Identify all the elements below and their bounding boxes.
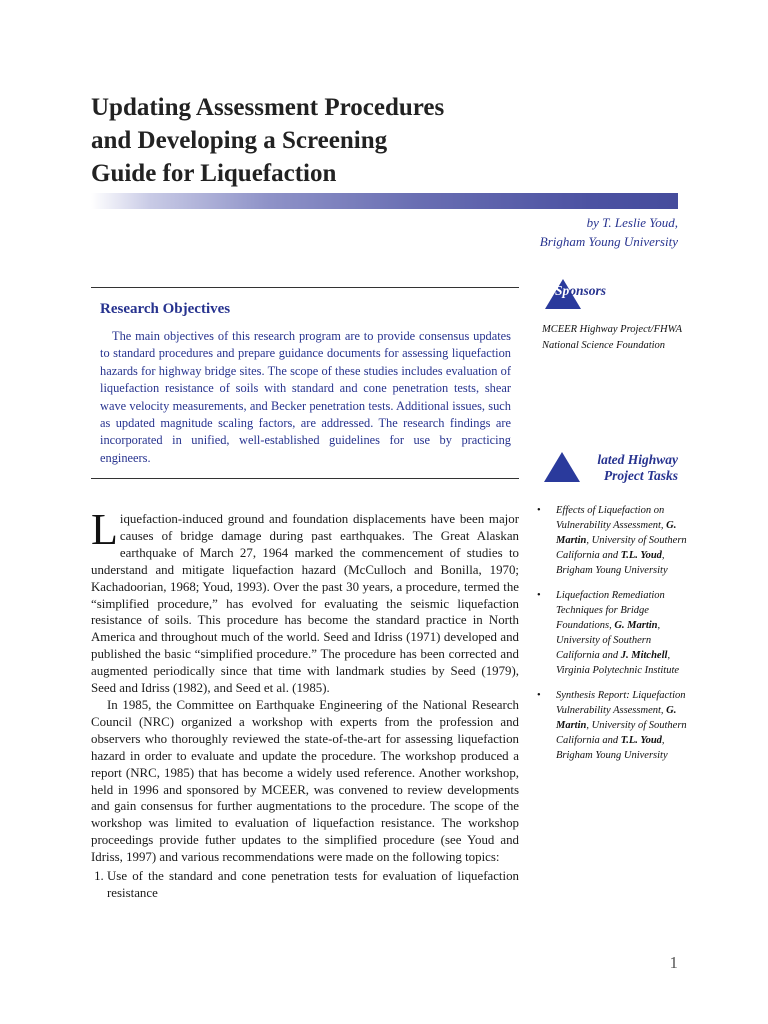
sponsors-heading (545, 283, 607, 299)
page-title (91, 91, 591, 190)
body-text (91, 505, 519, 902)
related-task-item: • Effects of Liquefaction on Vulnerability Assessment, G. Martin, University of Southern California and T.L. Youd, Brigham Young University (537, 503, 687, 578)
author-affiliation: Brigham Young University (539, 234, 678, 249)
related-heading-rest: lated Highway (597, 452, 678, 467)
sponsor-line: National Science Foundation (542, 340, 666, 351)
drop-cap: L (91, 505, 118, 554)
sponsors-heading-prefix: Sp (555, 283, 570, 298)
byline (540, 213, 678, 251)
title-line: Guide for Liquefaction (91, 160, 337, 187)
topic-list-item: 1. Use of the standard and cone penetration tests for evaluation of liquefaction resistance (107, 868, 519, 902)
author-name: by T. Leslie Youd, (586, 215, 678, 230)
topic-list (91, 868, 519, 902)
body-paragraph (91, 505, 519, 697)
related-task-item: • Liquefaction Remediation Techniques for Bridge Foundations, G. Martin, University of Southern California and J. Mitchell, Virginia Polytechnic Institute (537, 588, 687, 678)
title-line: and Developing a Screening (91, 127, 388, 154)
objectives-heading: Research Objectives (100, 301, 231, 317)
triangle-icon (544, 452, 580, 482)
title-gradient-bar (91, 193, 678, 209)
divider-middle (91, 478, 519, 479)
related-heading-prefix: Re (582, 452, 598, 467)
sponsors-list (542, 322, 692, 354)
body-paragraph: In 1985, the Committee on Earthquake Engineering of the National Research Council (NRC) organized a workshop with experts from the profession and observers who thoroughly reviewed the state-of-the-art for assessing liquefaction hazard in order to evaluate and update the procedure. The workshop produced a report (NRC, 1985) that has become a widely used reference. Another workshop, held in 1996 and sponsored by MCEER, was convened to review developments and gain consensus for further augmentations to the procedure. The scope of the workshop was limited to evaluation of liquefaction resistance. The workshop proceedings provide futher updates to the simplified procedure (see Youd and Idriss, 1997) and various recommendations were made on the following topics: (91, 697, 519, 865)
related-task-item: • Synthesis Report: Liquefaction Vulnerability Assessment, G. Martin, University of Southern California and T.L. Youd, Brigham Young University (537, 688, 687, 763)
sponsors-heading-rest: onsors (569, 283, 607, 298)
objectives-text: The main objectives of this research program are to provide consensus updates to standard procedures and prepare guidance documents for assessing liquefaction hazards for highway bridge sites. The scope of these studies includes evaluation of liquefaction resistance of soils with standard and cone penetration tests, shear wave velocity measurements, and Becker penetration tests. Additional issues, such as updated magnitude scaling factors, are addressed. The research findings are incorporated in unified, well-established guidelines for use by practicing engineers. (100, 329, 511, 465)
related-tasks-heading (544, 452, 678, 484)
related-heading-line2: Project Tasks (603, 468, 678, 483)
sponsor-line: MCEER Highway Project/FHWA (542, 324, 683, 335)
body-paragraph-text: iquefaction-induced ground and foundation displacements have been major causes of bridge damage during past earthquakes. The Great Alaskan earthquake of March 27, 1964 marked the commencement of studies to understand and mitigate liquefaction hazard (McCulloch and Bonilla, 1970; Kachadoorian, 1968; Youd, 1993). Over the past 30 years, a procedure, termed the “simplified procedure,” has evolved for evaluating the seismic liquefaction resistance of soils. This procedure has become the standard practice in North America and throughout much of the world. Seed and Idriss (1971) developed and published the basic “simplified procedure.” The procedure has been corrected and augmented periodically since that time with landmark studies by Seed (1979), Seed and Idriss (1982), and Seed et al. (1985). (91, 512, 519, 696)
title-line: Updating Assessment Procedures (91, 94, 445, 121)
divider-top (91, 287, 519, 288)
page-number: 1 (669, 953, 678, 972)
related-tasks-list (537, 503, 687, 773)
